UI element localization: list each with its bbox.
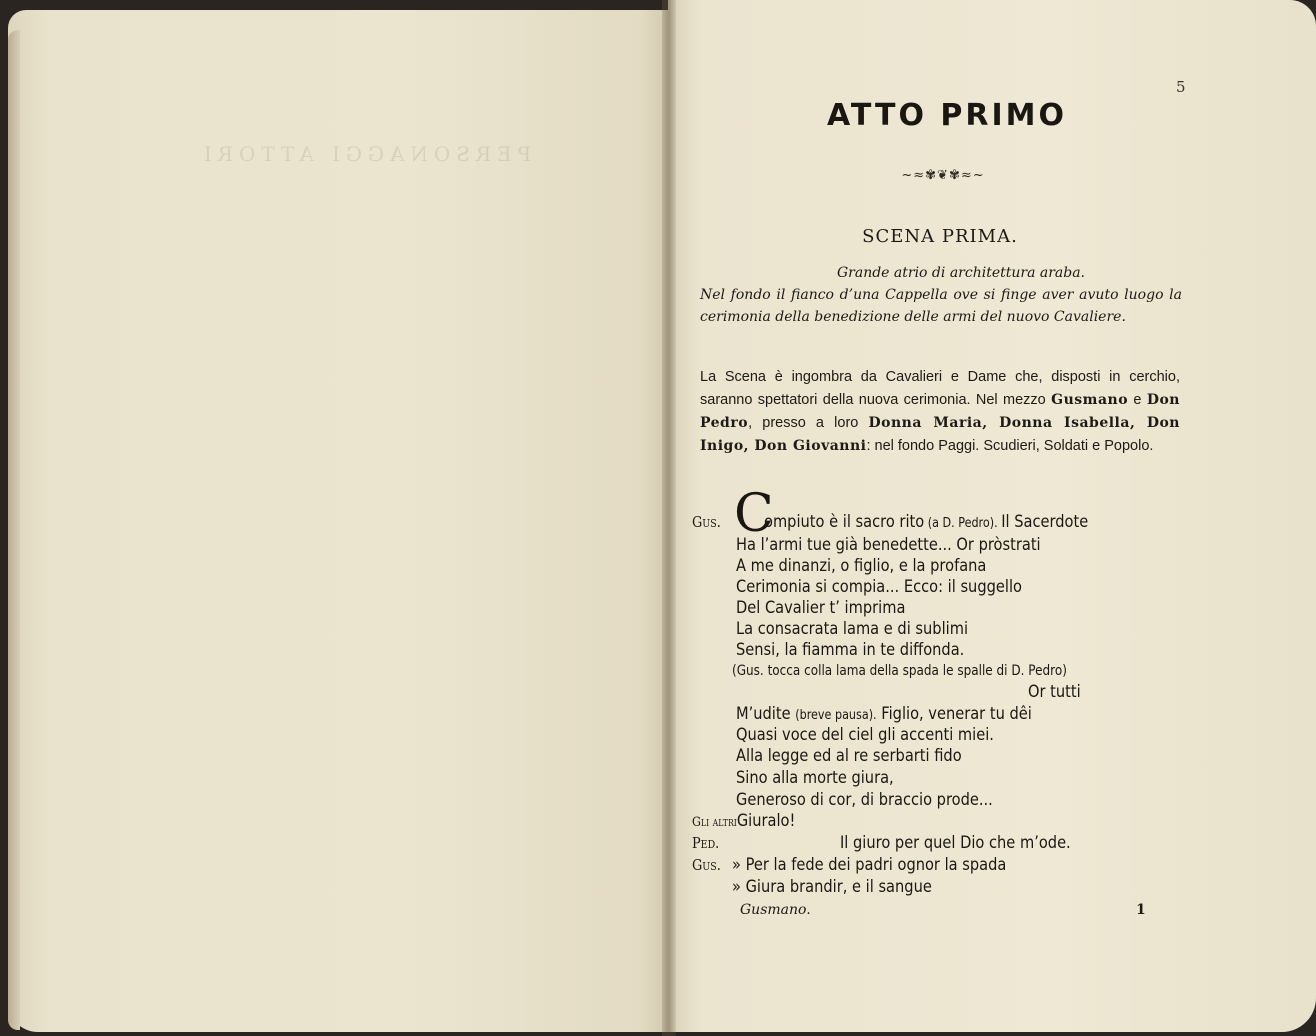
signature-name: Gusmano. xyxy=(740,902,811,918)
scene-title: SCENA PRIMA. xyxy=(862,226,1018,247)
verse-line-1: ompiuto è il sacro rito (a D. Pedro). Il Sacerdote xyxy=(764,512,1089,532)
left-page xyxy=(8,10,672,1032)
verse-line-4: Cerimonia si compia... Ecco: il suggello xyxy=(736,577,1022,597)
setting-description-line2: Nel fondo il fianco d’una Cappella ove si finge aver avuto luogo la cerimonia della benedizione delle armi del nuovo Cavaliere. xyxy=(700,287,1182,325)
verse-line-13: Generoso di cor, di braccio prode... xyxy=(736,790,993,810)
signature-mark: 1 xyxy=(1136,902,1146,918)
act-title: ATTO PRIMO xyxy=(826,98,1068,133)
page-number: 5 xyxy=(1176,78,1186,96)
verse-line-5: Del Cavalier t’ imprima xyxy=(736,598,906,618)
left-page-edge xyxy=(8,30,20,1030)
stage-aside-1: (Gus. tocca colla lama della spada le spalle di D. Pedro) xyxy=(732,663,1067,679)
verse-line-gus2-1: » Per la fede dei padri ognor la spada xyxy=(732,855,1007,875)
ornament-divider: ~≈✾❦✾≈~ xyxy=(901,168,985,183)
character-don-pedro: Don Pedro xyxy=(700,392,1180,431)
verse-line-10: Quasi voce del ciel gli accenti miei. xyxy=(736,725,994,745)
characters-list: Donna Maria, Donna Isabella, Don Inigo, Don Giovanni xyxy=(700,415,1180,454)
speaker-ped: Ped. xyxy=(692,834,720,852)
bleed-through-heading: PERSONAGGI ATTORI xyxy=(198,142,532,166)
speaker-gus-2: Gus. xyxy=(692,856,721,874)
verse-line-12: Sino alla morte giura, xyxy=(736,768,894,788)
verse-line-2: Ha l’armi tue già benedette... Or pròstrati xyxy=(736,535,1041,555)
verse-line-gus2-2: » Giura brandir, e il sangue xyxy=(732,877,932,897)
speaker-gli-altri: Gli altriGiuralo! xyxy=(692,811,796,831)
verse-line-8: Or tutti xyxy=(1028,682,1081,702)
verse-line-ped: Il giuro per quel Dio che m’ode. xyxy=(840,833,1071,853)
verse-line-3: A me dinanzi, o figlio, e la profana xyxy=(736,556,987,576)
character-gusmano: Gusmano xyxy=(1051,392,1129,408)
speaker-gus-1: Gus. xyxy=(692,513,721,531)
book-gutter xyxy=(662,0,676,1036)
verse-line-7: Sensi, la fiamma in te diffonda. xyxy=(736,640,965,660)
verse-line-9: M’udite (breve pausa). Figlio, venerar tu dêi xyxy=(736,704,1032,724)
verse-line-6: La consacrata lama e di sublimi xyxy=(736,619,969,639)
verse-line-11: Alla legge ed al re serbarti fido xyxy=(736,746,962,766)
stage-direction: La Scena è ingombra da Cavalieri e Dame che, disposti in cerchio, saranno spettatori della nuova cerimonia. Nel mezzo Gusmano e Don Pedro, presso a loro Donna Maria, Donna Isabella, Don Inigo, Don Giovanni: nel fondo Paggi. Scudieri, Soldati e Popolo. xyxy=(700,369,1180,454)
drop-cap: C xyxy=(734,484,774,544)
setting-description-line1: Grande atrio di architettura araba. xyxy=(836,265,1086,281)
